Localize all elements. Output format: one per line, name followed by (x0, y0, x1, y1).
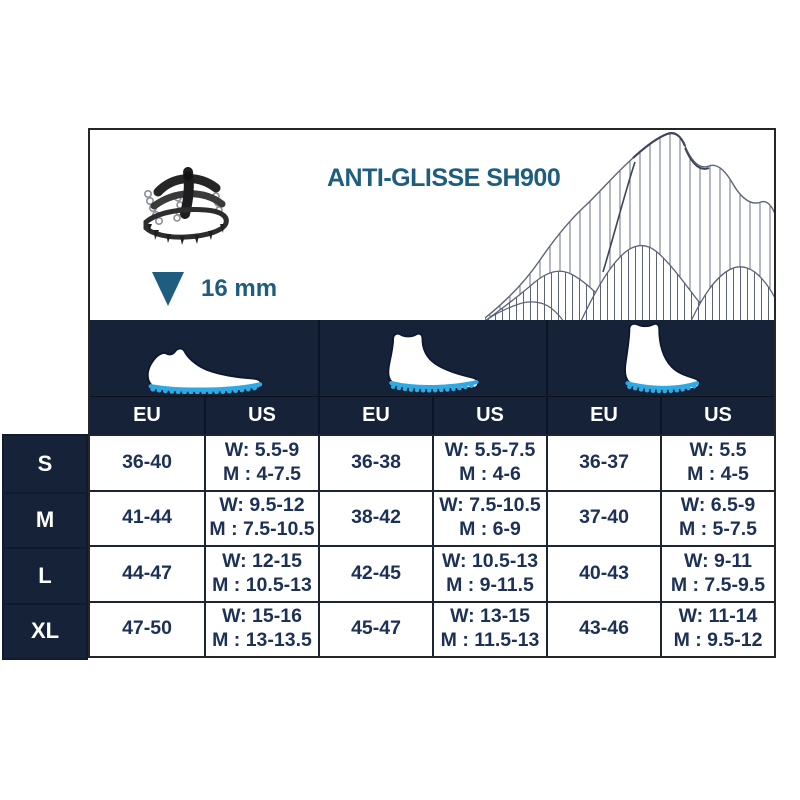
us-size-cell-s (660, 434, 774, 490)
us-men-range: M : 13-13.5 (212, 629, 312, 652)
eu-size-cell-l: 44-47 (90, 545, 204, 601)
low-shoe-icon (141, 336, 267, 394)
unit-header-eu-1: EU (133, 404, 161, 426)
eu-size-cell-m: 37-40 (546, 490, 660, 546)
us-women-range: W: 5.5 (689, 438, 747, 461)
us-size-cell-xl (432, 601, 546, 657)
shoe-section-mid (318, 320, 546, 397)
us-men-range: M : 5-7.5 (678, 518, 758, 541)
spike-depth-triangle-icon (152, 272, 184, 306)
us-size-cell-s (432, 434, 546, 490)
spike-depth-annotation (152, 272, 277, 306)
unit-header-us-3: US (660, 397, 774, 434)
us-size-cell-s (204, 434, 318, 490)
us-size-cell-l (660, 545, 774, 601)
unit-header-eu-3: EU (546, 397, 660, 434)
crampon-product-image (128, 160, 248, 248)
unit-header-row (90, 396, 774, 434)
us-size-cell-m (660, 490, 774, 546)
mid-boot-icon (377, 328, 489, 394)
us-size-cell-m (204, 490, 318, 546)
us-men-range: M : 6-9 (459, 518, 521, 541)
eu-size-cell-l: 40-43 (546, 545, 660, 601)
us-women-range: W: 10.5-13 (441, 549, 539, 572)
shoe-section-low (90, 320, 318, 397)
hero-section (90, 130, 774, 320)
us-women-range: W: 13-15 (450, 605, 530, 628)
unit-header-us-1: US (204, 397, 318, 434)
high-boot-icon (611, 320, 711, 394)
us-men-range: M : 7.5-9.5 (670, 573, 766, 596)
us-women-range: W: 5.5-7.5 (444, 438, 536, 461)
eu-size-cell-s: 36-37 (546, 434, 660, 490)
eu-size-cell-m: 38-42 (318, 490, 432, 546)
size-label-xl: XL (4, 603, 86, 659)
us-women-range: W: 6.5-9 (680, 494, 756, 517)
eu-size-cell-m: 41-44 (90, 490, 204, 546)
size-label-l: L (4, 547, 86, 603)
us-men-range: M : 10.5-13 (212, 573, 312, 596)
wireframe-mountain-illustration (485, 132, 774, 320)
us-men-range: M : 11.5-13 (440, 629, 540, 652)
size-table-body (90, 434, 774, 656)
us-size-cell-xl (660, 601, 774, 657)
us-size-cell-m (432, 490, 546, 546)
spike-depth-label: 16 mm (201, 275, 278, 302)
eu-size-cell-l: 42-45 (318, 545, 432, 601)
eu-size-cell-s: 36-40 (90, 434, 204, 490)
us-size-cell-xl (204, 601, 318, 657)
size-label-s: S (37, 450, 53, 476)
us-women-range: W: 9.5-12 (219, 494, 305, 517)
unit-header-us-2: US (432, 397, 546, 434)
shoe-type-header-band (90, 320, 774, 434)
us-women-range: W: 9-11 (684, 549, 752, 572)
us-men-range: M : 4-7.5 (222, 462, 302, 485)
us-men-range: M : 4-6 (459, 462, 521, 485)
shoe-icons-row (90, 320, 774, 396)
us-women-range: W: 15-16 (222, 605, 302, 628)
eu-size-cell-s: 36-38 (318, 434, 432, 490)
us-men-range: M : 7.5-10.5 (209, 518, 315, 541)
eu-size-cell-xl: 43-46 (546, 601, 660, 657)
unit-header-eu-2: EU (318, 397, 432, 434)
eu-size-cell-xl: 45-47 (318, 601, 432, 657)
size-label-column (2, 434, 88, 660)
us-women-range: W: 11-14 (678, 605, 758, 628)
us-size-cell-l (204, 545, 318, 601)
us-men-range: M : 9.5-12 (673, 629, 763, 652)
us-men-range: M : 9-11.5 (446, 573, 534, 596)
us-women-range: W: 5.5-9 (224, 438, 300, 461)
page-title: ANTI-GLISSE SH900 (327, 164, 561, 192)
size-label-m: M (4, 492, 86, 548)
eu-size-cell-xl: 47-50 (90, 601, 204, 657)
us-size-cell-l (432, 545, 546, 601)
us-women-range: W: 7.5-10.5 (439, 494, 541, 517)
us-men-range: M : 4-5 (687, 462, 749, 485)
shoe-section-high (546, 320, 774, 397)
framed-card (88, 128, 776, 658)
us-women-range: W: 12-15 (222, 549, 302, 572)
